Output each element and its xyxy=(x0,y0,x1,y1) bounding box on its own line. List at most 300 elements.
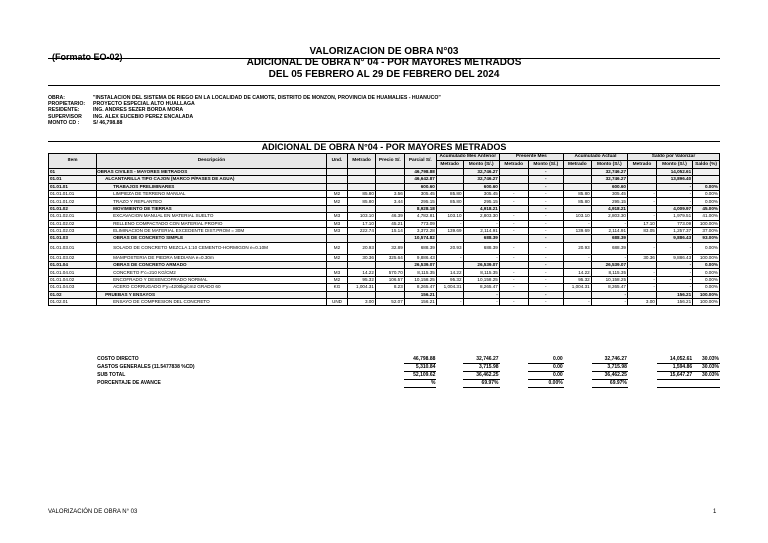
table-cell: 773.09 xyxy=(656,220,692,227)
table-cell xyxy=(348,176,376,183)
table-cell: 20.93 xyxy=(563,242,591,254)
valuation-table xyxy=(48,153,720,306)
table-cell xyxy=(563,205,591,212)
totals-cell: 69.97% xyxy=(463,380,499,388)
table-cell: 103.10 xyxy=(436,213,463,220)
totals-empty-cell xyxy=(375,364,404,372)
table-cell: - xyxy=(499,276,528,283)
table-cell: 8,115.35 xyxy=(404,269,436,276)
table-cell xyxy=(499,176,528,183)
table-cell: 3.44 xyxy=(375,198,404,205)
table-cell: 3.00 xyxy=(628,299,657,306)
table-cell xyxy=(628,183,657,190)
table-row xyxy=(49,242,720,254)
table-cell: 95.32 xyxy=(563,276,591,283)
totals-empty-cell xyxy=(375,356,404,364)
table-cell: 3.00 xyxy=(348,299,376,306)
table-cell: 10,574.82 xyxy=(404,235,436,242)
table-cell: 1,004.31 xyxy=(348,284,376,291)
totals-cell: 36,462.25 xyxy=(592,372,628,380)
section-subtitle: ADICIONAL DE OBRA N°04 - POR MAYORES METRADOS xyxy=(48,141,720,154)
table-cell: 17.10 xyxy=(348,220,376,227)
table-row xyxy=(49,190,720,197)
table-cell: 156.21 xyxy=(656,299,692,306)
table-cell: PRUEBAS Y ENSAYOS xyxy=(97,291,327,298)
table-cell xyxy=(563,168,591,175)
table-cell xyxy=(326,262,347,269)
table-row xyxy=(49,235,720,242)
table-cell: 4,782.81 xyxy=(404,213,436,220)
title-period: DEL 05 FEBRERO AL 29 DE FEBRERO DEL 2024 xyxy=(268,69,500,80)
subcol-monto: Monto (S/.) xyxy=(656,161,692,168)
table-cell: 20.93 xyxy=(436,242,463,254)
table-cell: M2 xyxy=(326,242,347,254)
table-cell: 01.01.03.02 xyxy=(49,254,97,261)
table-cell: TRABAJOS PRELIMINARES xyxy=(97,183,327,190)
totals-cell xyxy=(693,380,720,388)
totals-empty-cell xyxy=(500,372,529,380)
table-cell: - xyxy=(656,198,692,205)
totals-cell xyxy=(657,380,693,388)
table-cell: 01.01.02 xyxy=(49,205,97,212)
table-row xyxy=(49,205,720,212)
col-acumulado-anterior: Acumulado Mes Anterior xyxy=(436,154,499,161)
table-cell xyxy=(499,183,528,190)
table-cell: - xyxy=(499,284,528,291)
table-cell: 01.01.04.03 xyxy=(49,284,97,291)
table-cell: 01.01.02.03 xyxy=(49,227,97,234)
info-label: MONTO CD : xyxy=(48,119,80,126)
totals-cell: % xyxy=(404,380,436,388)
totals-cell: GASTOS GENERALES (11.5477838 %CD) xyxy=(97,364,195,370)
table-cell xyxy=(348,168,376,175)
table-cell: - xyxy=(528,276,563,283)
info-value: PROYECTO ESPECIAL ALTO HUALLAGA xyxy=(93,101,195,108)
table-row xyxy=(49,254,720,261)
table-cell: - xyxy=(499,198,528,205)
col-saldo: Saldo por Valorizar xyxy=(628,154,720,161)
table-cell xyxy=(375,205,404,212)
table-cell: MOVIMIENTO DE TIERRAS xyxy=(97,205,327,212)
subcol-metrado: Metrado xyxy=(499,161,528,168)
table-cell xyxy=(436,235,463,242)
totals-empty-cell xyxy=(436,372,463,380)
col-parcial: Parcial S/. xyxy=(404,154,436,169)
table-cell: - xyxy=(628,284,657,291)
col-presente-mes: Presente Mes xyxy=(499,154,563,161)
table-row xyxy=(49,213,720,220)
table-cell: 30.36 xyxy=(348,254,376,261)
table-cell: 46,642.87 xyxy=(404,176,436,183)
table-cell: 01.01.04.02 xyxy=(49,276,97,283)
table-cell xyxy=(375,291,404,298)
table-cell: 4,918.21 xyxy=(591,205,627,212)
totals-row xyxy=(48,380,720,388)
table-cell: 01.01.03.01 xyxy=(49,242,97,254)
table-cell: M2 xyxy=(326,190,347,197)
table-cell xyxy=(348,205,376,212)
table-cell: 2,114.91 xyxy=(591,227,627,234)
table-cell: 01.01.03 xyxy=(49,235,97,242)
table-cell xyxy=(628,262,657,269)
table-cell: 85.80 xyxy=(563,190,591,197)
subcol-metrado: Metrado xyxy=(563,161,591,168)
table-cell: 2,803.30 xyxy=(591,213,627,220)
totals-cell: 14,052.61 xyxy=(657,356,693,364)
table-cell: 14.22 xyxy=(563,269,591,276)
table-cell: 26,539.07 xyxy=(463,262,499,269)
table-cell: 8,115.35 xyxy=(463,269,499,276)
table-cell: - xyxy=(499,220,528,227)
table-cell xyxy=(563,183,591,190)
table-cell: 26,539.07 xyxy=(404,262,436,269)
table-cell: 83.05 xyxy=(628,227,657,234)
table-cell: 3,372.28 xyxy=(404,227,436,234)
totals-empty-cell xyxy=(628,356,657,364)
totals-row xyxy=(48,356,720,364)
totals-empty-cell xyxy=(326,380,347,388)
table-cell: SOLADO DE CONCRETO MEZCLA 1:10 CEMENTO-HORMIGON e=0.10M xyxy=(97,242,327,254)
table-cell xyxy=(693,176,720,183)
title-valorizacion: VALORIZACION DE OBRA N°03 xyxy=(309,46,459,57)
table-cell: 103.10 xyxy=(348,213,376,220)
table-cell: - xyxy=(499,299,528,306)
table-cell: - xyxy=(563,299,591,306)
totals-empty-cell xyxy=(326,372,347,380)
table-cell: 600.60 xyxy=(591,183,627,190)
table-cell: - xyxy=(628,269,657,276)
table-cell: 9,886.43 xyxy=(656,235,692,242)
table-cell: 85.80 xyxy=(348,198,376,205)
table-cell: - xyxy=(656,284,692,291)
project-info xyxy=(48,95,441,126)
totals-empty-cell xyxy=(628,380,657,388)
table-cell xyxy=(499,262,528,269)
totals-empty-cell xyxy=(326,356,347,364)
table-cell xyxy=(326,168,347,175)
table-cell: - xyxy=(628,276,657,283)
table-cell: 32,746.27 xyxy=(463,176,499,183)
table-cell: 01.02.01 xyxy=(49,299,97,306)
table-cell: 13,896.40 xyxy=(656,176,692,183)
table-cell xyxy=(436,205,463,212)
table-cell: 32,746.27 xyxy=(591,168,627,175)
info-value: ING. ALEX EUCEBIO PEREZ ENCALADA xyxy=(93,113,194,120)
info-label: OBRA: xyxy=(48,95,66,101)
col-precio: Precio S/. xyxy=(375,154,404,169)
table-row xyxy=(49,276,720,283)
table-cell: 26,539.07 xyxy=(591,262,627,269)
totals-cell: 36,462.25 xyxy=(463,372,499,380)
table-cell: - xyxy=(563,254,591,261)
totals-cell: 5,310.84 xyxy=(404,364,436,372)
table-cell: 2,114.91 xyxy=(463,227,499,234)
table-cell: ENSAYO DE COMPRESION DEL CONCRETO xyxy=(97,299,327,306)
table-cell: 9,886.43 xyxy=(656,254,692,261)
table-row xyxy=(49,299,720,306)
totals-cell: COSTO DIRECTO xyxy=(97,356,139,363)
table-cell: 688.39 xyxy=(404,242,436,254)
info-value: "INSTALACION DEL SISTEMA DE RIEGO EN LA LOCALIDAD DE CAMOTE, DISTRITO DE MONZON, PROVINCIA DE HUAMALIES - HUANUCO" xyxy=(93,95,441,101)
table-cell: - xyxy=(591,254,627,261)
table-cell: 01.01.04 xyxy=(49,262,97,269)
table-cell: 32.89 xyxy=(375,242,404,254)
table-cell xyxy=(628,235,657,242)
totals-cell: PORCENTAJE DE AVANCE xyxy=(97,380,161,386)
table-cell: 0.00% xyxy=(693,198,720,205)
subcol-metrado: Metrado xyxy=(436,161,463,168)
table-cell xyxy=(375,262,404,269)
table-cell: 8,265.47 xyxy=(463,284,499,291)
table-cell xyxy=(375,183,404,190)
table-cell: - xyxy=(528,235,563,242)
table-cell xyxy=(499,291,528,298)
table-cell xyxy=(628,291,657,298)
totals-cell: 32,746.27 xyxy=(592,356,628,364)
table-cell: ENCOFRADO Y DESENCOFRADO NORMAL xyxy=(97,276,327,283)
table-row xyxy=(49,176,720,183)
table-cell xyxy=(499,235,528,242)
table-row xyxy=(49,198,720,205)
table-cell: - xyxy=(628,190,657,197)
table-cell: - xyxy=(463,220,499,227)
table-cell: 0.00% xyxy=(693,284,720,291)
totals-empty-cell xyxy=(375,372,404,380)
table-cell xyxy=(375,235,404,242)
table-cell: KG xyxy=(326,284,347,291)
table-cell: 8.23 xyxy=(375,284,404,291)
totals-empty-cell xyxy=(564,364,592,372)
table-cell: 1,979.51 xyxy=(656,213,692,220)
title-adicional: ADICIONAL DE OBRA N° 04 - POR MAYORES METRADOS xyxy=(246,57,522,68)
table-cell: - xyxy=(528,220,563,227)
formato-label: (Formato EO-02) xyxy=(52,52,123,62)
totals-empty-cell xyxy=(48,380,96,388)
table-cell: 8,265.47 xyxy=(404,284,436,291)
totals-cell: 15,647.27 xyxy=(657,372,693,380)
table-cell: CONCRETO F'c=210 KG/CM2 xyxy=(97,269,327,276)
table-cell: M3 xyxy=(326,269,347,276)
table-row xyxy=(49,220,720,227)
table-cell: EXCAVACION MANUAL EN MATERIAL SUELTO xyxy=(97,213,327,220)
totals-cell: SUB TOTAL xyxy=(97,372,126,378)
table-cell xyxy=(326,183,347,190)
table-cell xyxy=(563,176,591,183)
table-cell: 8,928.18 xyxy=(404,205,436,212)
page-number: 1 xyxy=(713,509,717,515)
table-cell: M2 xyxy=(326,276,347,283)
table-row xyxy=(49,262,720,269)
subcol-monto: Monto (S/.) xyxy=(528,161,563,168)
table-cell: 01.01.02.02 xyxy=(49,220,97,227)
info-row xyxy=(48,120,441,126)
totals-empty-cell xyxy=(500,356,529,364)
table-cell: M3 xyxy=(326,227,347,234)
table-cell: 01.02 xyxy=(49,291,97,298)
table-cell xyxy=(628,168,657,175)
table-cell xyxy=(563,235,591,242)
table-cell: 93.00% xyxy=(693,235,720,242)
table-cell: 01.01.04.01 xyxy=(49,269,97,276)
table-cell: 9,886.43 xyxy=(404,254,436,261)
info-value: ING. ANDRES SEZER BORDA MORA xyxy=(93,107,184,114)
document-title-block xyxy=(0,46,768,81)
table-cell: 325.64 xyxy=(375,254,404,261)
table-cell xyxy=(499,205,528,212)
totals-empty-cell xyxy=(348,356,376,364)
table-cell: - xyxy=(528,284,563,291)
col-item: Item xyxy=(49,154,97,169)
table-cell: - xyxy=(499,254,528,261)
table-cell xyxy=(628,205,657,212)
totals-cell: 3,715.98 xyxy=(463,364,499,372)
table-cell: 100.00% xyxy=(693,291,720,298)
table-cell: 295.15 xyxy=(463,198,499,205)
table-cell: 8,265.47 xyxy=(591,284,627,291)
table-cell: 688.39 xyxy=(591,242,627,254)
table-cell: 17.10 xyxy=(628,220,657,227)
totals-empty-cell xyxy=(436,356,463,364)
table-cell: 0.00% xyxy=(693,183,720,190)
table-cell: 01.01 xyxy=(49,176,97,183)
table-cell: 688.39 xyxy=(463,235,499,242)
table-cell xyxy=(436,168,463,175)
col-descripcion: Descripción xyxy=(97,154,327,169)
totals-empty-cell xyxy=(348,364,376,372)
totals-cell: 30.03% xyxy=(693,356,720,364)
totals-empty-cell xyxy=(564,372,592,380)
table-cell: 305.45 xyxy=(591,190,627,197)
table-cell: - xyxy=(528,291,563,298)
totals-empty-cell xyxy=(500,364,529,372)
info-label: PROPIETARIO: xyxy=(48,101,86,108)
info-label: RESIDENTE: xyxy=(48,107,80,114)
table-cell: - xyxy=(528,198,563,205)
table-cell: 85.80 xyxy=(348,190,376,197)
table-cell: - xyxy=(436,254,463,261)
table-cell: - xyxy=(528,168,563,175)
table-cell: 85.80 xyxy=(563,198,591,205)
table-cell xyxy=(326,291,347,298)
totals-cell: 30.03% xyxy=(693,372,720,380)
table-cell: 01 xyxy=(49,168,97,175)
totals-cell: 46,798.88 xyxy=(404,356,436,364)
table-cell: 0.00% xyxy=(693,242,720,254)
table-cell: M3 xyxy=(326,213,347,220)
table-cell xyxy=(436,176,463,183)
totals-empty-cell xyxy=(564,356,592,364)
totals-row xyxy=(48,372,720,380)
table-cell: UND xyxy=(326,299,347,306)
totals-empty-cell xyxy=(436,380,463,388)
table-cell: 295.15 xyxy=(404,198,436,205)
totals-empty-cell xyxy=(48,356,96,364)
table-cell xyxy=(628,176,657,183)
table-cell: - xyxy=(563,220,591,227)
table-cell: - xyxy=(656,183,692,190)
table-cell: 156.21 xyxy=(404,299,436,306)
table-cell: 3.56 xyxy=(375,190,404,197)
table-cell xyxy=(326,176,347,183)
table-cell: 0.00% xyxy=(693,276,720,283)
table-cell xyxy=(563,262,591,269)
table-cell: 10,158.25 xyxy=(404,276,436,283)
table-cell: - xyxy=(528,213,563,220)
table-cell: - xyxy=(463,291,499,298)
totals-cell: 3,715.98 xyxy=(592,364,628,372)
table-cell: 32,746.27 xyxy=(591,176,627,183)
table-cell: M2 xyxy=(326,198,347,205)
table-cell: - xyxy=(528,183,563,190)
info-label: SUPERVISOR xyxy=(48,113,82,120)
table-row xyxy=(49,284,720,291)
table-cell: - xyxy=(656,262,692,269)
table-cell: - xyxy=(528,254,563,261)
table-cell: OBRAS DE CONCRETO SIMPLE xyxy=(97,235,327,242)
table-cell: LIMPIEZA DE TERRENO MANUAL xyxy=(97,190,327,197)
table-cell: 688.39 xyxy=(463,242,499,254)
totals-empty-cell xyxy=(48,372,96,380)
table-cell xyxy=(348,262,376,269)
table-cell: 10,158.25 xyxy=(591,276,627,283)
table-cell xyxy=(563,291,591,298)
subcol-metrado: Metrado xyxy=(628,161,657,168)
table-cell: - xyxy=(436,299,463,306)
col-metrado: Metrado xyxy=(348,154,376,169)
table-cell xyxy=(436,262,463,269)
table-cell: 85.80 xyxy=(436,190,463,197)
table-cell: - xyxy=(591,291,627,298)
table-cell: - xyxy=(528,205,563,212)
table-cell: 15.14 xyxy=(375,227,404,234)
table-cell: 773.09 xyxy=(404,220,436,227)
table-row xyxy=(49,168,720,175)
table-cell: 85.80 xyxy=(436,198,463,205)
totals-cell: 0.00 xyxy=(528,372,563,380)
info-value: S/ 46,798.88 xyxy=(93,119,123,126)
table-cell: 45.21 xyxy=(375,220,404,227)
table-cell: M3 xyxy=(326,220,347,227)
table-cell: 100.00% xyxy=(693,299,720,306)
totals-table xyxy=(48,356,720,388)
table-cell: - xyxy=(528,269,563,276)
table-cell: M2 xyxy=(326,254,347,261)
table-cell: 688.39 xyxy=(591,235,627,242)
table-cell: - xyxy=(656,269,692,276)
table-cell: 01.01.01.02 xyxy=(49,198,97,205)
table-cell: - xyxy=(528,299,563,306)
table-cell: - xyxy=(499,242,528,254)
totals-cell: 32,746.27 xyxy=(463,356,499,364)
table-cell: - xyxy=(591,220,627,227)
table-cell: 46,798.88 xyxy=(404,168,436,175)
table-cell: 156.21 xyxy=(404,291,436,298)
table-row xyxy=(49,183,720,190)
totals-cell: 69.97% xyxy=(592,380,628,388)
table-cell: 14,052.61 xyxy=(656,168,692,175)
col-und: Und. xyxy=(326,154,347,169)
table-cell: 0.00% xyxy=(693,262,720,269)
table-cell: 305.45 xyxy=(404,190,436,197)
table-row xyxy=(49,269,720,276)
totals-empty-cell xyxy=(628,364,657,372)
col-acumulado-actual: Acumulado Actual xyxy=(563,154,627,161)
table-cell: 1,004.31 xyxy=(436,284,463,291)
table-row xyxy=(49,227,720,234)
totals-empty-cell xyxy=(564,380,592,388)
totals-cell: 1,594.86 xyxy=(657,364,693,372)
table-cell xyxy=(348,291,376,298)
